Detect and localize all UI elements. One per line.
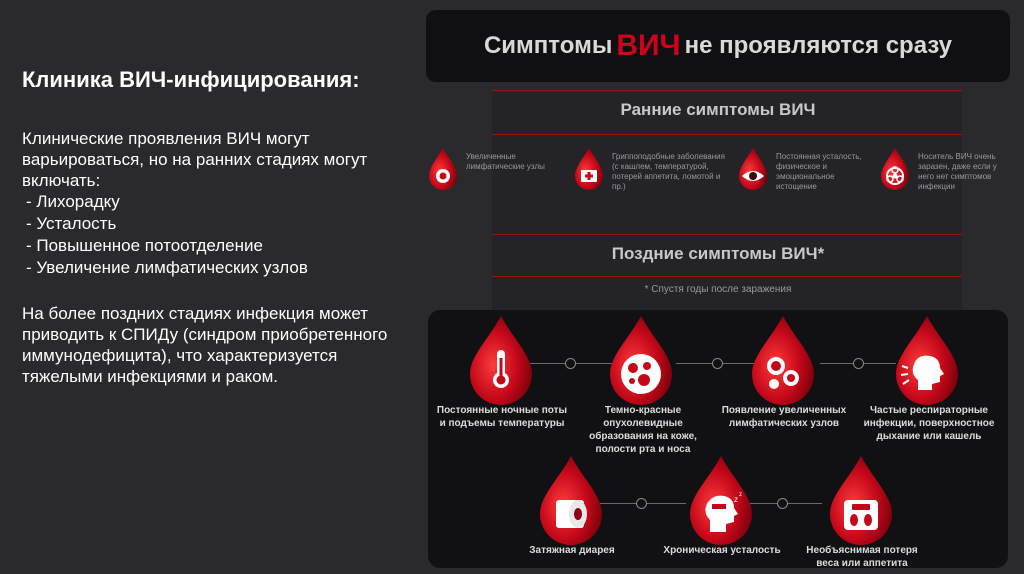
connector-dot	[565, 358, 576, 369]
late-footnote: * Спустя годы после заражения	[644, 284, 792, 295]
intro-paragraph: Клинические проявления ВИЧ могут варьироваться, но на ранних стадиях могут включать:	[22, 129, 368, 190]
scale-icon	[822, 454, 900, 546]
late-section-title: Поздние симптомы ВИЧ*	[611, 244, 825, 263]
left-text-column	[22, 66, 402, 387]
early-symptom-item	[426, 146, 566, 202]
infographic-title	[426, 10, 1010, 82]
early-symptom-text: Носитель ВИЧ очень заразен, даже если у него нет симптомов инфекции	[918, 152, 997, 191]
late-symptom-label: Хроническая усталость	[663, 545, 781, 556]
thermometer-icon	[462, 314, 540, 406]
late-symptom-label: Необъяснимая потеря веса или аппетита	[806, 545, 918, 569]
connector-dot	[712, 358, 723, 369]
early-symptom-item	[736, 146, 876, 202]
connector-dot	[853, 358, 864, 369]
first-aid-kit-icon	[572, 146, 606, 190]
late-symptom-label: Темно-красные опухолевидные образования на коже, полости рта и носа	[589, 405, 697, 455]
red-spots-icon	[602, 314, 680, 406]
divider	[492, 90, 962, 91]
late-paragraph: На более поздних стадиях инфекция может приводить к СПИДу (синдром приобретенного иммунодефицита), что характеризуется тяжелыми инфекциями и раком.	[22, 304, 388, 386]
early-symptom-list	[22, 191, 402, 279]
late-symptom-label: Появление увеличенных лимфатических узлов	[721, 405, 847, 429]
coughing-head-icon	[888, 314, 966, 406]
list-item: - Лихорадку	[26, 192, 120, 211]
list-item: - Увеличение лимфатических узлов	[26, 258, 308, 277]
svg-text:z: z	[739, 492, 742, 498]
divider	[492, 276, 962, 277]
toilet-paper-icon	[532, 454, 610, 546]
list-item: - Повышенное потоотделение	[26, 236, 263, 255]
connector-dot	[636, 498, 647, 509]
title-text-before: Симптомы	[483, 32, 613, 59]
early-panel	[492, 92, 962, 312]
early-symptom-text: Увеличенные лимфатические узлы	[466, 152, 545, 171]
svg-text:z: z	[734, 495, 738, 504]
biohazard-icon	[878, 146, 912, 190]
title-highlight: ВИЧ	[616, 29, 681, 62]
lymph-node-icon	[426, 146, 460, 190]
late-symptom-label: Постоянные ночные поты и подъемы температуры	[436, 405, 568, 429]
hiv-infographic	[426, 10, 1010, 570]
eye-icon	[736, 146, 770, 190]
sleeping-head-icon	[682, 454, 760, 546]
late-symptom-label: Частые респираторные инфекции, поверхностное дыхание или кашель	[863, 405, 995, 442]
list-item: - Усталость	[26, 214, 117, 233]
cells-icon	[744, 314, 822, 406]
divider	[492, 134, 962, 135]
title-text-after: не проявляются сразу	[684, 32, 953, 59]
connector-dot	[777, 498, 788, 509]
early-section-title: Ранние симптомы ВИЧ	[620, 100, 816, 119]
early-symptom-text: Постоянная усталость, физическое и эмоциональное истощение	[776, 152, 862, 191]
slide-title: Клиника ВИЧ-инфицирования:	[22, 67, 360, 92]
early-symptom-item	[572, 146, 732, 202]
divider	[492, 234, 962, 235]
early-symptom-item	[878, 146, 1010, 202]
late-symptom-label: Затяжная диарея	[529, 545, 615, 556]
early-symptom-text: Гриппоподобные заболевания (с кашлем, температурой, потерей аппетита, ломотой и пр.)	[612, 152, 725, 191]
